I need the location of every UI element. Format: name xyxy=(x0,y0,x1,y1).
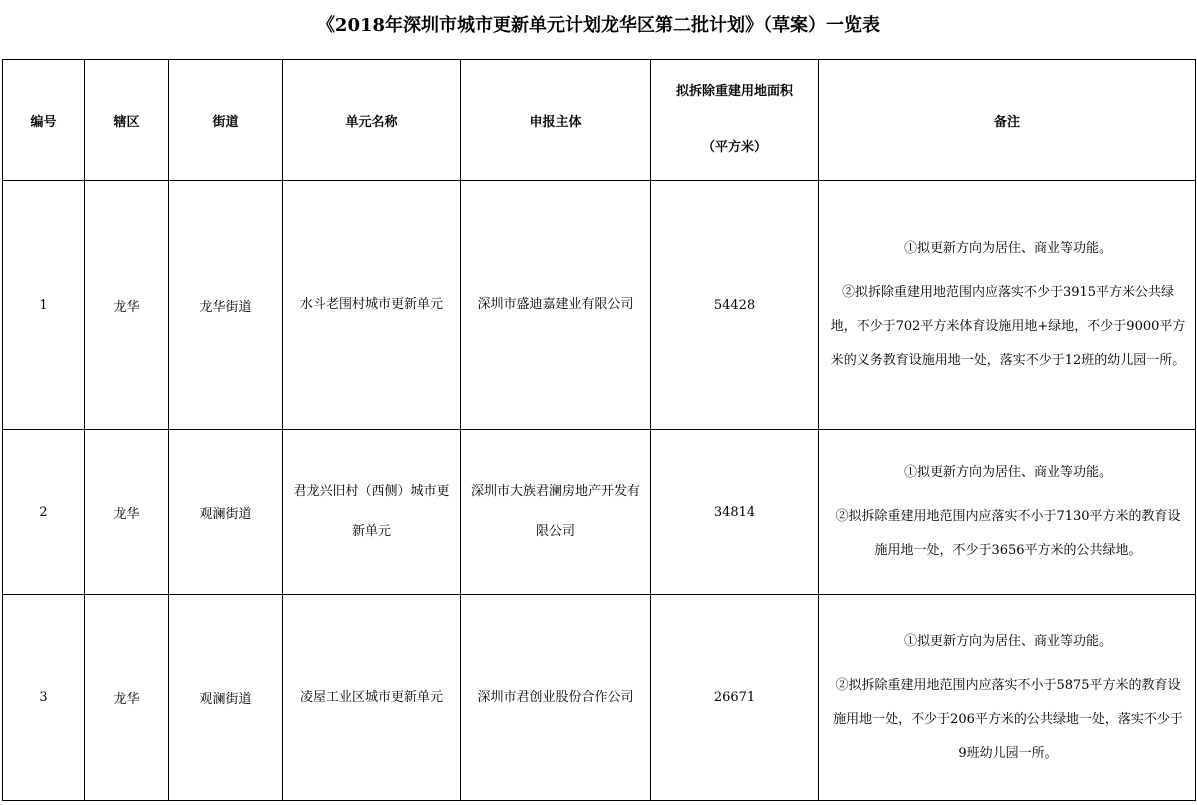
cell-unit-name: 君龙兴旧村（西侧）城市更新单元 xyxy=(283,430,461,595)
header-remarks: 备注 xyxy=(819,60,1196,181)
remark-spacer xyxy=(829,659,1187,669)
cell-number: 2 xyxy=(3,430,85,595)
header-area-line1: 拟拆除重建用地面积 xyxy=(675,84,793,99)
cell-district: 龙华 xyxy=(85,181,169,430)
cell-number: 1 xyxy=(3,181,85,430)
remark-direction: ①拟更新方向为居住、商业等功能。 xyxy=(903,241,1112,256)
header-area-line2: （平方米） xyxy=(701,140,767,155)
cell-street: 龙华街道 xyxy=(169,181,283,430)
header-row xyxy=(3,60,1196,181)
cell-unit-name: 水斗老围村城市更新单元 xyxy=(283,181,461,430)
table-row xyxy=(3,430,1196,595)
cell-area: 54428 xyxy=(651,181,819,430)
cell-district: 龙华 xyxy=(85,595,169,801)
cell-remarks xyxy=(819,181,1196,430)
remark-requirements: ②拟拆除重建用地范围内应落实不小于5875平方米的教育设施用地一处，不少于206平方米的公共绿地一处，落实不少于9班幼儿园一所。 xyxy=(833,677,1183,761)
table-row xyxy=(3,595,1196,801)
header-district: 辖区 xyxy=(85,60,169,181)
cell-remarks xyxy=(819,595,1196,801)
cell-remarks xyxy=(819,430,1196,595)
cell-district: 龙华 xyxy=(85,430,169,595)
header-area xyxy=(651,60,819,181)
header-number: 编号 xyxy=(3,60,85,181)
remark-direction: ①拟更新方向为居住、商业等功能。 xyxy=(903,465,1112,480)
header-unit-name: 单元名称 xyxy=(283,60,461,181)
remark-requirements: ②拟拆除重建用地范围内应落实不小于7130平方米的教育设施用地一处，不少于3656平方米的公共绿地。 xyxy=(835,509,1181,558)
remark-direction: ①拟更新方向为居住、商业等功能。 xyxy=(903,633,1112,649)
cell-street: 观澜街道 xyxy=(169,595,283,801)
remark-spacer xyxy=(829,266,1187,276)
cell-applicant: 深圳市君创业股份合作公司 xyxy=(461,595,651,801)
cell-number: 3 xyxy=(3,595,85,801)
document-title: 《2018年深圳市城市更新单元计划龙华区第二批计划》（草案）一览表 xyxy=(316,15,881,36)
remark-requirements: ②拟拆除重建用地范围内应落实不少于3915平方米公共绿地，不少于702平方米体育设施用地+绿地，不少于9000平方米的义务教育设施用地一处，落实不少于12班的幼儿园一所。 xyxy=(830,285,1186,368)
cell-applicant: 深圳市盛迪嘉建业有限公司 xyxy=(461,181,651,430)
header-street: 街道 xyxy=(169,60,283,181)
cell-area: 26671 xyxy=(651,595,819,801)
cell-area: 34814 xyxy=(651,430,819,595)
table-row xyxy=(3,181,1196,430)
cell-street: 观澜街道 xyxy=(169,430,283,595)
cell-unit-name: 凌屋工业区城市更新单元 xyxy=(283,595,461,801)
cell-applicant: 深圳市大族君澜房地产开发有限公司 xyxy=(461,430,651,595)
remark-spacer xyxy=(829,490,1187,500)
plan-table xyxy=(2,59,1196,801)
header-applicant: 申报主体 xyxy=(461,60,651,181)
